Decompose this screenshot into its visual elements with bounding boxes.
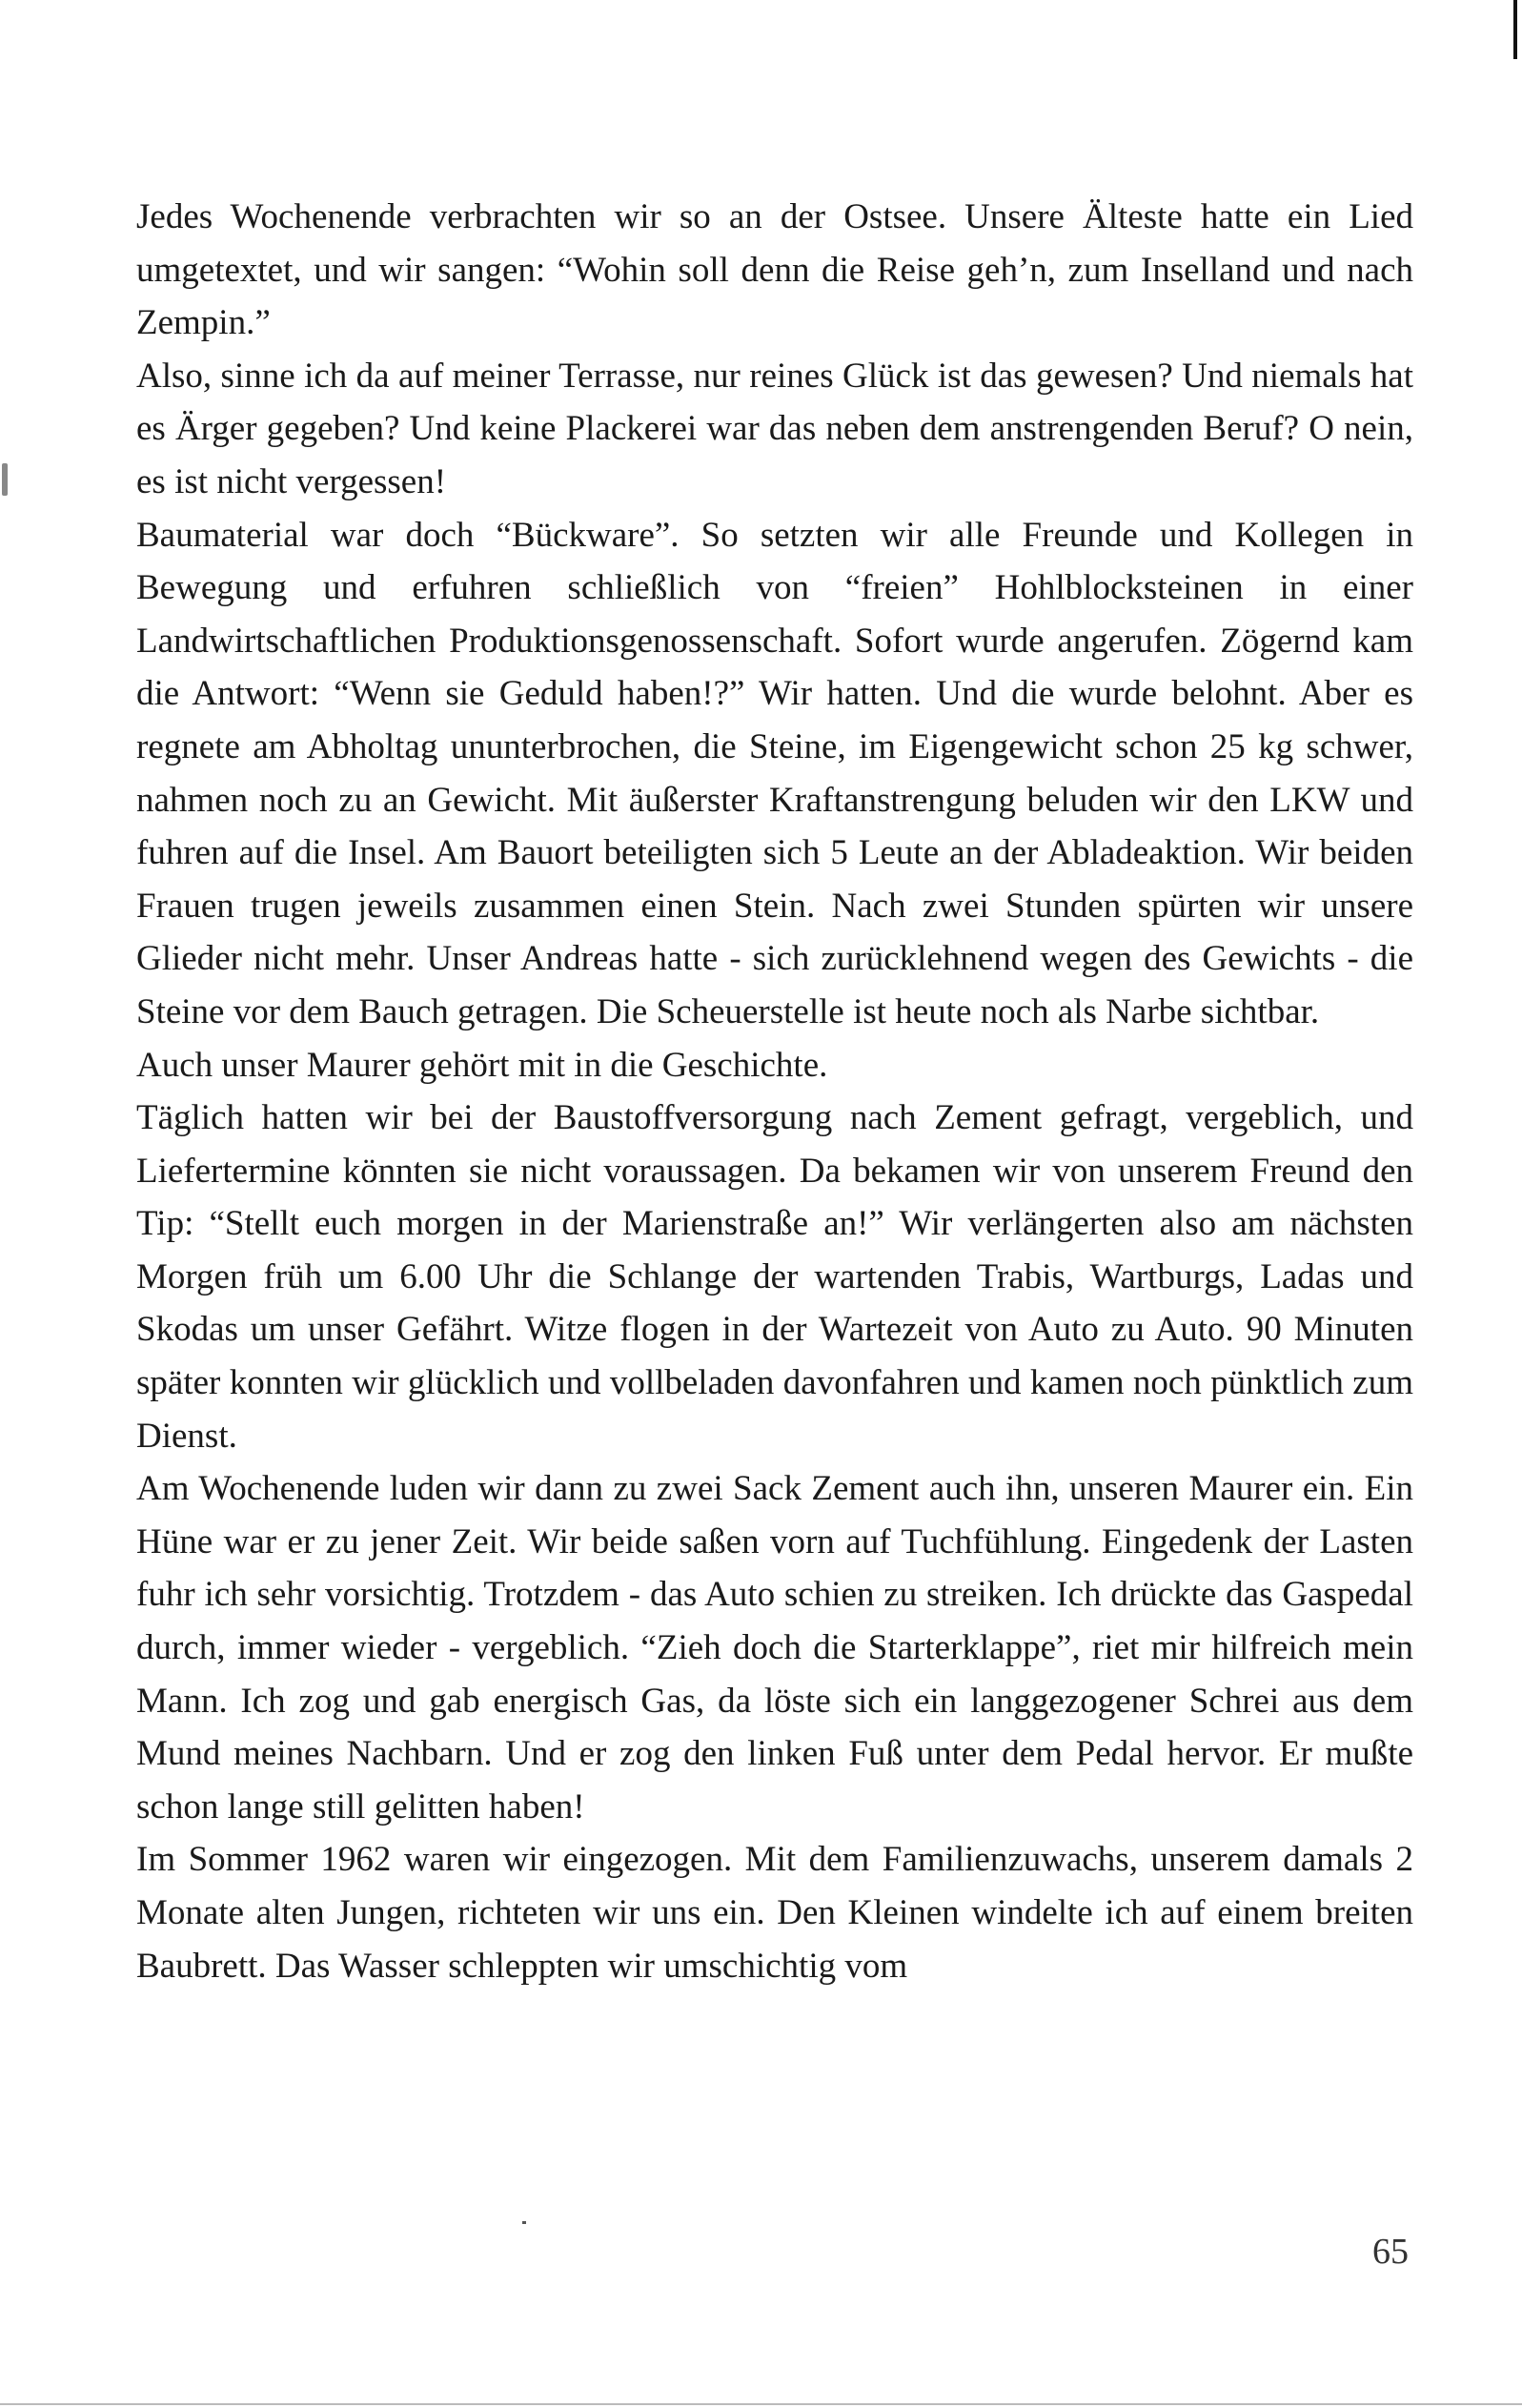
body-text (136, 191, 1413, 1992)
scan-edge-mark (1513, 0, 1517, 59)
paragraph-zement: Täglich hatten wir bei der Baustoffversorgung nach Zement gefragt, vergeblich, und Liefertermine könnten sie nicht voraussagen. Da bekamen wir von unserem Freund den Tip: “Stellt euch morgen in der Marienstraße an!” Wir verlängerten also am nächsten Morgen früh um 6.00 Uhr die Schlange der wartenden Trabis, Wartburgs, Ladas und Skodas um unser Gefährt. Witze flogen in der Wartezeit von Auto zu Auto. 90 Minuten später konnten wir glücklich und vollbeladen davonfahren und kamen noch pünktlich zum Dienst. (136, 1098, 1413, 1456)
paragraph-wochenende: Am Wochenende luden wir dann zu zwei Sack Zement auch ihn, unseren Maurer ein. Ein Hüne war er zu jener Zeit. Wir beide saßen vorn auf Tuchfühlung. Eingedenk der Lasten fuhr ich sehr vorsichtig. Trotzdem - das Auto schien zu streiken. Ich drückte das Gaspedal durch, immer wieder - vergeblich. “Zieh doch die Starterklappe”, riet mir hilfreich mein Mann. Ich zog und gab energisch Gas, da löste sich ein langgezogener Schrei aus dem Mund meines Nachbarn. Und er zog den linken Fuß unter dem Pedal hervor. Er mußte schon lange still gelitten haben! (136, 1469, 1413, 1826)
paragraph-terrasse: Also, sinne ich da auf meiner Terrasse, nur reines Glück ist das gewesen? Und niemals hat es Ärger gegeben? Und keine Plackerei war das neben dem anstrengenden Beruf? O nein, es ist nicht vergessen! (136, 356, 1413, 501)
paragraph-baumaterial: Baumaterial war doch “Bückware”. So setzten wir alle Freunde und Kollegen in Bewegung und erfuhren schließlich von “freien” Hohlblocksteinen in einer Landwirtschaftlichen Produktionsgenossenschaft. Sofort wurde angerufen. Zögernd kam die Antwort: “Wenn sie Geduld haben!?” Wir hatten. Und die wurde belohnt. Aber es regnete am Abholtag ununterbrochen, die Steine, im Eigengewicht schon 25 kg schwer, nahmen noch zu an Gewicht. Mit äußerster Kraftanstrengung beluden wir den LKW und fuhren auf die Insel. Am Bauort beteiligten sich 5 Leute an der Abladeaktion. Wir beiden Frauen trugen jeweils zusammen einen Stein. Nach zwei Stunden spürten wir unsere Glieder nicht mehr. Unser Andreas hatte - sich zurücklehnend wegen des Gewichts - die Steine vor dem Bauch getragen. Die Scheuerstelle ist heute noch als Narbe sichtbar. (136, 515, 1413, 1031)
page-number: 65 (1372, 2232, 1409, 2272)
scan-margin-mark (2, 463, 8, 496)
scan-speck (522, 2221, 526, 2224)
paragraph-ostsee: Jedes Wochenende verbrachten wir so an der Ostsee. Unsere Älteste hatte ein Lied umgetextet, und wir sangen: “Wohin soll denn die Reise geh’n, zum Inselland und nach Zempin.” (136, 197, 1413, 343)
paragraph-maurer-intro: Auch unser Maurer gehört mit in die Geschichte. (136, 1045, 828, 1085)
scan-bottom-edge (0, 2403, 1522, 2405)
paragraph-sommer-1962: Im Sommer 1962 waren wir eingezogen. Mit dem Familienzuwachs, unserem damals 2 Monate alten Jungen, richteten wir uns ein. Den Kleinen windelte ich auf einem breiten Baubrett. Das Wasser schleppten wir umschichtig vom (136, 1840, 1413, 1986)
